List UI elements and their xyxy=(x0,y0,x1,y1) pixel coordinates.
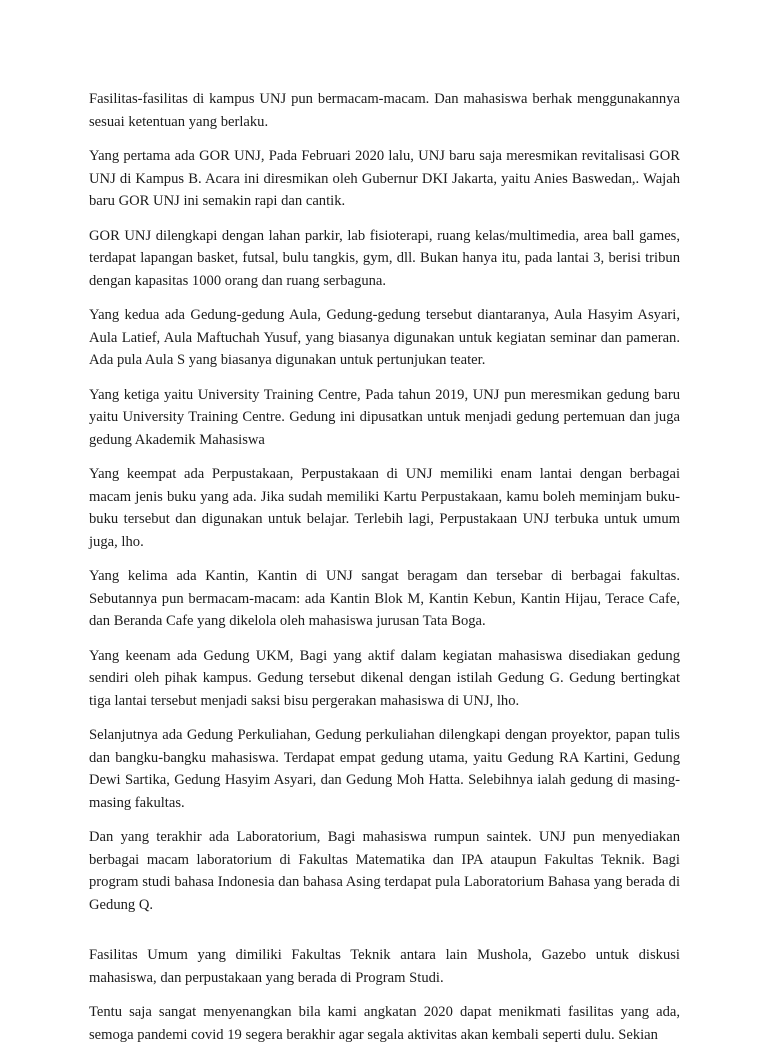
paragraph-perpustakaan: Yang keempat ada Perpustakaan, Perpustakaan di UNJ memiliki enam lantai dengan berbagai macam jenis buku yang ada. Jika sudah memiliki Kartu Perpustakaan, kamu boleh meminjam buku-buku tersebut dan digunakan untuk belajar. Terlebih lagi, Perpustakaan UNJ terbuka untuk umum juga, lho. xyxy=(89,466,680,550)
paragraph-aula: Yang kedua ada Gedung-gedung Aula, Gedung-gedung tersebut diantaranya, Aula Hasyim Asyari, Aula Latief, Aula Maftuchah Yusuf, yang biasanya digunakan untuk kegiatan seminar dan pameran. Ada pula Aula S yang biasanya digunakan untuk pertunjukan teater. xyxy=(89,307,680,368)
paragraph-training-centre: Yang ketiga yaitu University Training Centre, Pada tahun 2019, UNJ pun meresmikan gedung baru yaitu University Training Centre. Gedung ini dipusatkan untuk menjadi gedung pertemuan dan juga gedung Akademik Mahasiswa xyxy=(89,386,680,448)
paragraph-fasilitas-umum: Fasilitas Umum yang dimiliki Fakultas Teknik antara lain Mushola, Gazebo untuk diskusi mahasiswa, dan perpustakaan yang berada di Program Studi. xyxy=(89,947,680,986)
paragraph-intro: Fasilitas-fasilitas di kampus UNJ pun bermacam-macam. Dan mahasiswa berhak menggunakannya sesuai ketentuan yang berlaku. xyxy=(89,91,680,130)
paragraph-gedung-perkuliahan: Selanjutnya ada Gedung Perkuliahan, Gedung perkuliahan dilengkapi dengan proyektor, papan tulis dan bangku-bangku mahasiswa. Terdapat empat gedung utama, yaitu Gedung RA Kartini, Gedung Dewi Sartika, Gedung Hasyim Asyari, dan Gedung Moh Hatta. Selebihnya ialah gedung di masing-masing fakultas. xyxy=(89,727,680,811)
paragraph-laboratorium: Dan yang terakhir ada Laboratorium, Bagi mahasiswa rumpun saintek. UNJ pun menyediakan berbagai macam laboratorium di Fakultas Matematika dan IPA ataupun Fakultas Teknik. Bagi program studi bahasa Indonesia dan bahasa Asing terdapat pula Laboratorium Bahasa yang berada di Gedung Q. xyxy=(89,829,680,913)
paragraph-gor-facilities: GOR UNJ dilengkapi dengan lahan parkir, lab fisioterapi, ruang kelas/multimedia, area ball games, terdapat lapangan basket, futsal, bulu tangkis, gym, dll. Bukan hanya itu, pada lantai 3, berisi tribun dengan kapasitas 1000 orang dan ruang serbaguna. xyxy=(89,227,680,289)
paragraph-closing: Tentu saja sangat menyenangkan bila kami angkatan 2020 dapat menikmati fasilitas yang ada, semoga pandemi covid 19 segera berakhir agar segala aktivitas akan kembali seperti dulu. Sekian xyxy=(89,1004,680,1043)
paragraph-gor-unj: Yang pertama ada GOR UNJ, Pada Februari 2020 lalu, UNJ baru saja meresmikan revitalisasi GOR UNJ di Kampus B. Acara ini diresmikan oleh Gubernur DKI Jakarta, yaitu Anies Baswedan,. Wajah baru GOR UNJ ini semakin rapi dan cantik. xyxy=(89,148,680,209)
paragraph-kantin: Yang kelima ada Kantin, Kantin di UNJ sangat beragam dan tersebar di berbagai fakultas. Sebutannya pun bermacam-macam: ada Kantin Blok M, Kantin Kebun, Kantin Hijau, Terace Cafe, dan Beranda Cafe yang dikelola oleh mahasiswa jurusan Tata Boga. xyxy=(89,568,680,629)
paragraph-gedung-ukm: Yang keenam ada Gedung UKM, Bagi yang aktif dalam kegiatan mahasiswa disediakan gedung sendiri oleh pihak kampus. Gedung tersebut dikenal dengan istilah Gedung G. Gedung bertingkat tiga lantai tersebut menjadi saksi bisu pergerakan mahasiswa di UNJ, lho. xyxy=(89,647,680,709)
document-page xyxy=(89,88,680,1058)
